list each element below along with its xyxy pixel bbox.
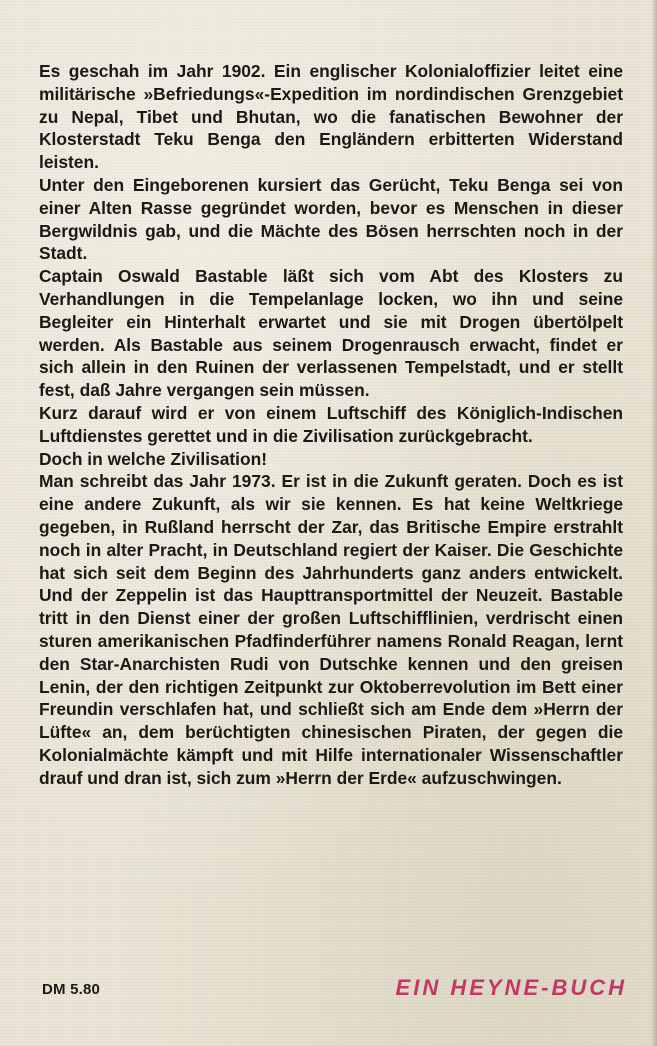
blurb-paragraph-ambush: Captain Oswald Bastable läßt sich vom Abt des Klosters zu Verhandlungen in die Tempelanlage locken, wo ihn und seine Begleiter ein Hinterhalt erwartet und sie mit Drogen übertölpelt werden. Als Bastable aus seinem Drogenrausch erwacht, findet er sich allein in den Ruinen der verlassenen Tempelstadt, und er stellt fest, daß Jahre vergangen sein müssen. (39, 266, 623, 401)
blurb-paragraph-rumor: Unter den Eingeborenen kursiert das Gerücht, Teku Benga sei von einer Alten Rasse gegründet worden, bevor es Menschen in dieser Bergwildnis gab, und die Mächte des Bösen herrschten noch in der Stadt. (39, 174, 623, 264)
price-label: DM 5.80 (42, 981, 101, 998)
blurb-text (39, 60, 623, 790)
cover-edge-shadow (651, 0, 657, 1046)
blurb-paragraph-rescue: Kurz darauf wird er von einem Luftschiff des Königlich-Indischen Luftdienstes gerettet und in die Zivilisation zurückgebracht. (39, 402, 623, 446)
blurb-paragraph-exclamation: Doch in welche Zivilisation! (39, 448, 268, 469)
publisher-imprint: EIN HEYNE-BUCH (395, 975, 627, 1000)
blurb-paragraph-future: Man schreibt das Jahr 1973. Er ist in die Zukunft geraten. Doch es ist eine andere Zukunft, als wir sie kennen. Es hat keine Weltkriege gegeben, in Rußland herrscht der Zar, das Britische Empire erstrahlt noch in alter Pracht, in Deutschland regiert der Kaiser. Die Geschichte hat sich seit dem Beginn des Jahrhunderts ganz anders entwickelt. Und der Zeppelin ist das Haupttransportmittel der Neuzeit. Bastable tritt in den Dienst einer der großen Luftschifflinien, verdrischt einen sturen amerikanischen Pfadfinderführer namens Ronald Reagan, lernt den Star-Anarchisten Rudi von Dutschke kennen und den greisen Lenin, der den richtigen Zeitpunkt zur Oktoberrevolution im Bett einer Freundin verschlafen hat, und schließt sich am Ende dem »Herrn der Lüfte« an, dem berüchtigten chinesischen Piraten, der gegen die Kolonialmächte kämpft und mit Hilfe internationaler Wissenschaftler drauf und dran ist, sich zum »Herrn der Erde« aufzuschwingen. (39, 471, 623, 788)
blurb-paragraph-expedition: Es geschah im Jahr 1902. Ein englischer Kolonialoffizier leitet eine militärische »Befriedungs«-Expedition im nordindischen Grenzgebiet zu Nepal, Tibet und Bhutan, wo die fanatischen Bewohner der Klosterstadt Teku Benga den Engländern erbitterten Widerstand leisten. (39, 61, 623, 173)
